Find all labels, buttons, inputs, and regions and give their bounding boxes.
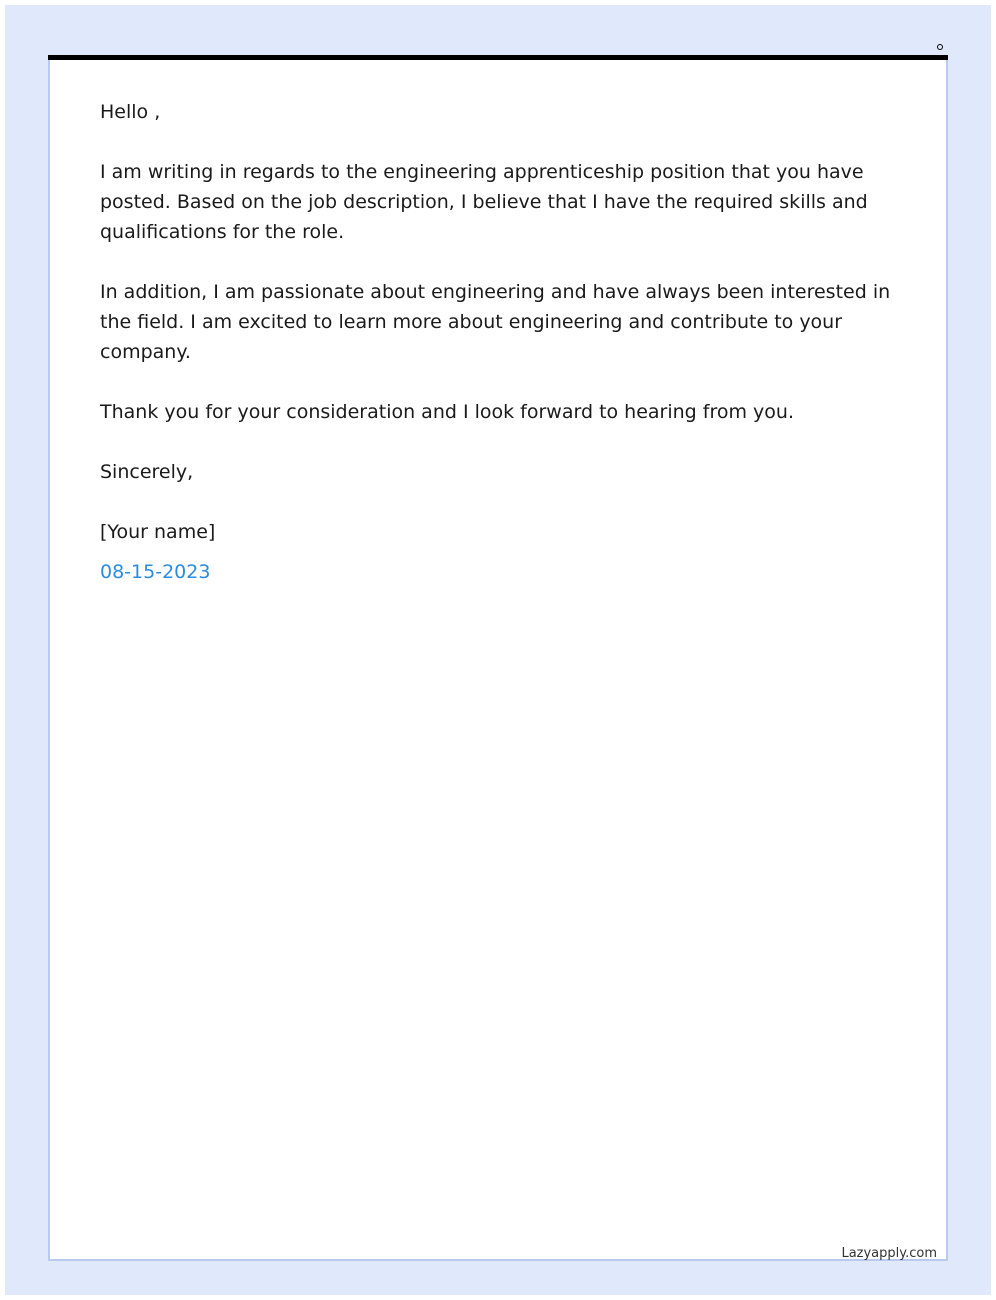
paragraph-thanks: Thank you for your consideration and I look forward to hearing from you.	[100, 401, 794, 423]
paragraph-intro: I am writing in regards to the engineering apprenticeship position that you have posted. Based on the job description, I believe that I have the required skills and qualifications for the role.	[100, 161, 868, 243]
paragraph-passion: In addition, I am passionate about engineering and have always been interested in the field. I am excited to learn more about engineering and contribute to your company.	[100, 281, 891, 363]
watermark: Lazyapply.com	[841, 1246, 937, 1261]
greeting: Hello ,	[100, 101, 161, 123]
letter-body	[100, 97, 900, 587]
top-rule	[48, 55, 948, 60]
signature: [Your name]	[100, 521, 216, 543]
corner-dot-icon	[937, 44, 943, 50]
letter-date: 08-15-2023	[100, 561, 211, 583]
closing: Sincerely,	[100, 461, 194, 483]
